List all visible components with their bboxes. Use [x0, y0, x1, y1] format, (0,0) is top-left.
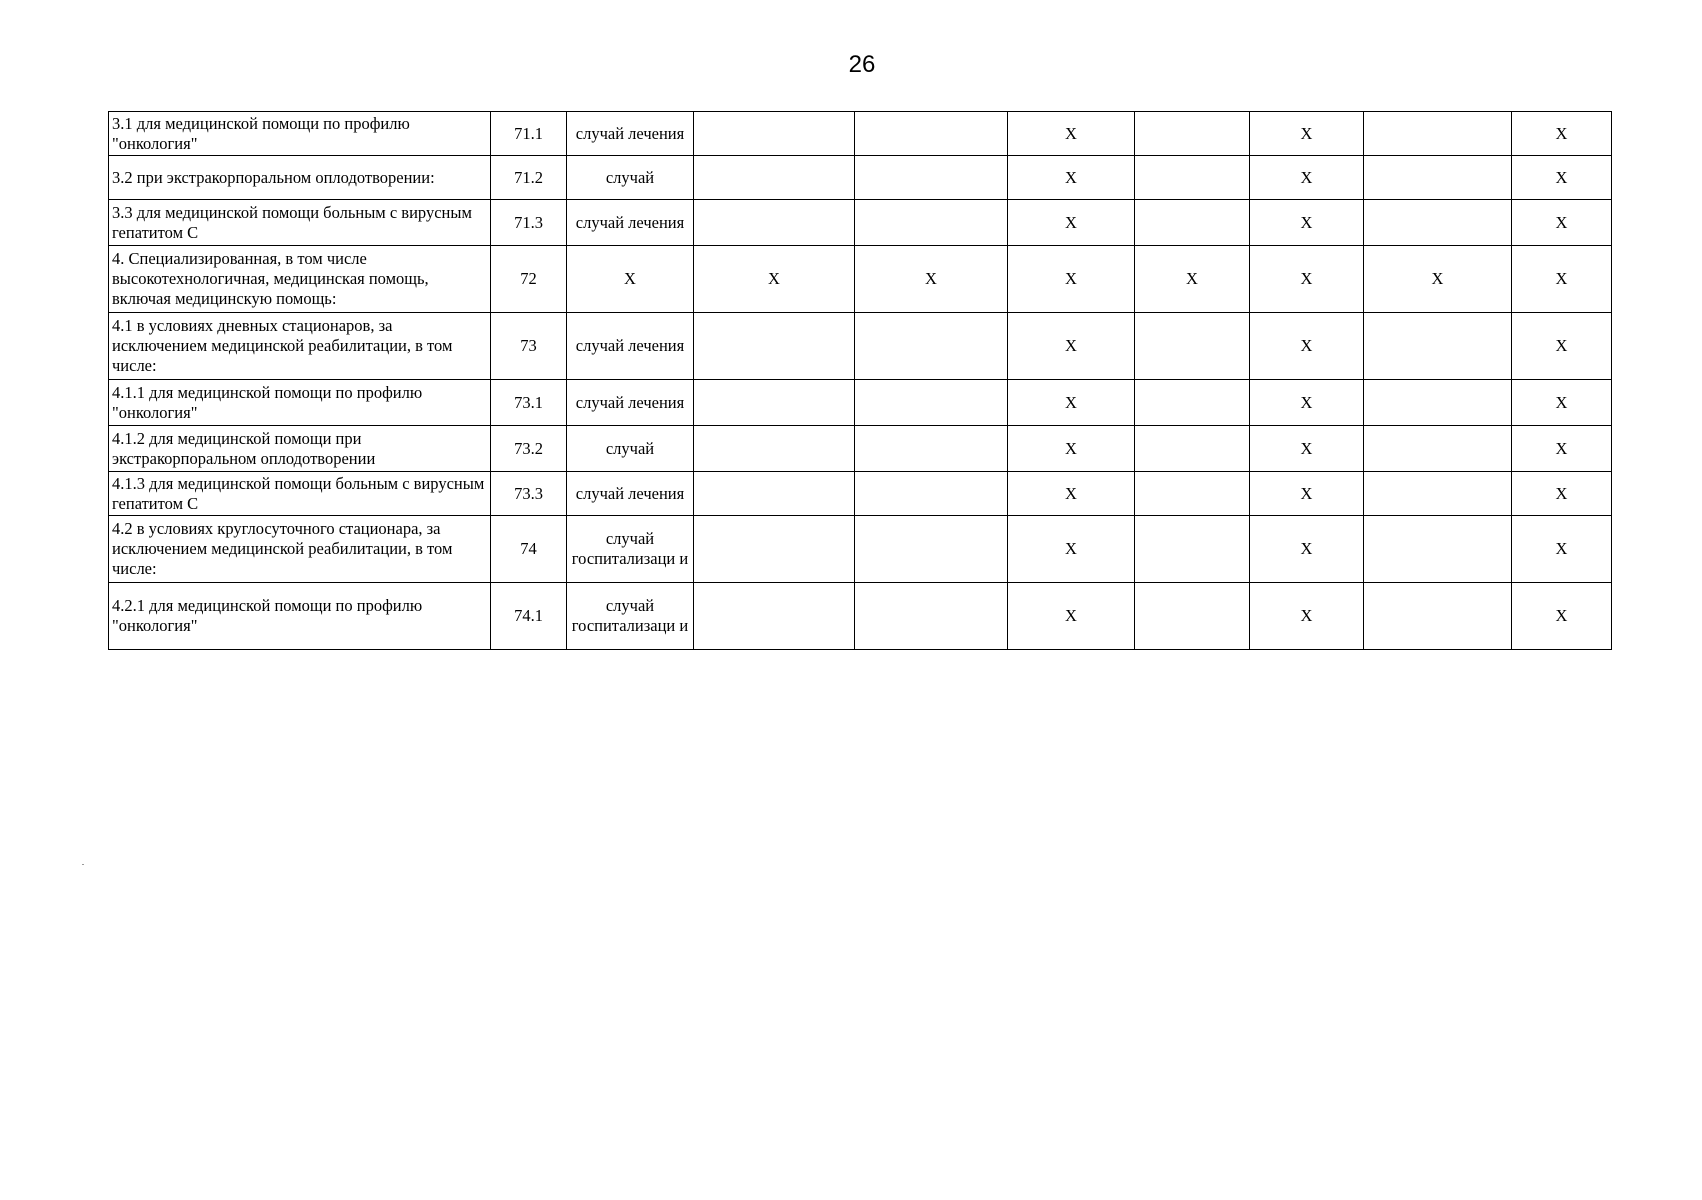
cell-c8: X	[1250, 472, 1364, 516]
row-code: 74	[491, 516, 567, 583]
row-name: 4.2.1 для медицинской помощи по профилю "онкология"	[109, 583, 491, 650]
table-row	[109, 426, 1612, 472]
cell-c10: X	[1512, 112, 1612, 156]
cell-c7	[1135, 200, 1250, 246]
cell-c4	[694, 156, 855, 200]
cell-c7	[1135, 472, 1250, 516]
cell-c6: X	[1008, 313, 1135, 380]
cell-c6: X	[1008, 426, 1135, 472]
row-name: 4. Специализированная, в том числе высокотехнологичная, медицинская помощь, включая медицинскую помощь:	[109, 246, 491, 313]
cell-c10: X	[1512, 472, 1612, 516]
cell-c5	[855, 112, 1008, 156]
cell-c9	[1364, 516, 1512, 583]
table-row	[109, 313, 1612, 380]
cell-c10: X	[1512, 313, 1612, 380]
cell-c7	[1135, 313, 1250, 380]
cell-c7: X	[1135, 246, 1250, 313]
table-row	[109, 516, 1612, 583]
cell-c5	[855, 426, 1008, 472]
row-name: 3.2 при экстракорпоральном оплодотворении:	[109, 156, 491, 200]
cell-c4	[694, 380, 855, 426]
row-unit: случай лечения	[567, 313, 694, 380]
row-unit: случай	[567, 426, 694, 472]
cell-c4	[694, 472, 855, 516]
cell-c10: X	[1512, 156, 1612, 200]
row-unit: случай лечения	[567, 472, 694, 516]
cell-c10: X	[1512, 246, 1612, 313]
cell-c6: X	[1008, 380, 1135, 426]
cell-c8: X	[1250, 112, 1364, 156]
cell-c6: X	[1008, 583, 1135, 650]
table-row	[109, 246, 1612, 313]
row-name: 3.1 для медицинской помощи по профилю "онкология"	[109, 112, 491, 156]
cell-c8: X	[1250, 583, 1364, 650]
row-code: 73	[491, 313, 567, 380]
row-code: 71.2	[491, 156, 567, 200]
row-name: 4.1 в условиях дневных стационаров, за исключением медицинской реабилитации, в том числе:	[109, 313, 491, 380]
cell-c9	[1364, 426, 1512, 472]
row-code: 74.1	[491, 583, 567, 650]
cell-c5	[855, 472, 1008, 516]
cell-c5	[855, 380, 1008, 426]
cell-c8: X	[1250, 516, 1364, 583]
cell-c6: X	[1008, 516, 1135, 583]
cell-c4	[694, 112, 855, 156]
row-code: 73.2	[491, 426, 567, 472]
cell-c8: X	[1250, 380, 1364, 426]
cell-c7	[1135, 426, 1250, 472]
row-name: 4.2 в условиях круглосуточного стационара, за исключением медицинской реабилитации, в том числе:	[109, 516, 491, 583]
cell-c5	[855, 156, 1008, 200]
row-name: 3.3 для медицинской помощи больным с вирусным гепатитом С	[109, 200, 491, 246]
row-unit: случай лечения	[567, 200, 694, 246]
table-row	[109, 112, 1612, 156]
cell-c8: X	[1250, 426, 1364, 472]
row-code: 72	[491, 246, 567, 313]
cell-c5: X	[855, 246, 1008, 313]
cell-c10: X	[1512, 426, 1612, 472]
cell-c9	[1364, 313, 1512, 380]
cell-c7	[1135, 112, 1250, 156]
cell-c9	[1364, 380, 1512, 426]
cell-c8: X	[1250, 246, 1364, 313]
cell-c4	[694, 200, 855, 246]
page-number: 26	[848, 51, 876, 78]
table-row	[109, 583, 1612, 650]
cell-c7	[1135, 380, 1250, 426]
cell-c8: X	[1250, 313, 1364, 380]
row-code: 71.3	[491, 200, 567, 246]
cell-c7	[1135, 583, 1250, 650]
cell-c9	[1364, 112, 1512, 156]
cell-c4	[694, 516, 855, 583]
table-row	[109, 156, 1612, 200]
table-row	[109, 200, 1612, 246]
cell-c9: X	[1364, 246, 1512, 313]
cell-c9	[1364, 583, 1512, 650]
cell-c8: X	[1250, 156, 1364, 200]
cell-c7	[1135, 516, 1250, 583]
row-code: 71.1	[491, 112, 567, 156]
cell-c10: X	[1512, 583, 1612, 650]
row-name: 4.1.1 для медицинской помощи по профилю "онкология"	[109, 380, 491, 426]
table-row	[109, 472, 1612, 516]
cell-c5	[855, 313, 1008, 380]
row-name: 4.1.2 для медицинской помощи при экстракорпоральном оплодотворении	[109, 426, 491, 472]
cell-c10: X	[1512, 200, 1612, 246]
cell-c6: X	[1008, 200, 1135, 246]
cell-c4: X	[694, 246, 855, 313]
cell-c9	[1364, 156, 1512, 200]
cell-c10: X	[1512, 516, 1612, 583]
row-unit: случай лечения	[567, 380, 694, 426]
row-name: 4.1.3 для медицинской помощи больным с вирусным гепатитом С	[109, 472, 491, 516]
cell-c6: X	[1008, 156, 1135, 200]
cell-c4	[694, 583, 855, 650]
cell-c4	[694, 313, 855, 380]
row-unit: X	[567, 246, 694, 313]
cell-c6: X	[1008, 246, 1135, 313]
row-unit: случай госпитализаци и	[567, 516, 694, 583]
cell-c5	[855, 200, 1008, 246]
data-table	[108, 111, 1612, 650]
cell-c6: X	[1008, 472, 1135, 516]
cell-c10: X	[1512, 380, 1612, 426]
table-row	[109, 380, 1612, 426]
cell-c9	[1364, 200, 1512, 246]
cell-c5	[855, 516, 1008, 583]
scan-speck	[82, 864, 84, 865]
row-unit: случай госпитализаци и	[567, 583, 694, 650]
row-unit: случай	[567, 156, 694, 200]
cell-c6: X	[1008, 112, 1135, 156]
row-unit: случай лечения	[567, 112, 694, 156]
cell-c5	[855, 583, 1008, 650]
cell-c9	[1364, 472, 1512, 516]
cell-c7	[1135, 156, 1250, 200]
row-code: 73.1	[491, 380, 567, 426]
row-code: 73.3	[491, 472, 567, 516]
cell-c4	[694, 426, 855, 472]
cell-c8: X	[1250, 200, 1364, 246]
